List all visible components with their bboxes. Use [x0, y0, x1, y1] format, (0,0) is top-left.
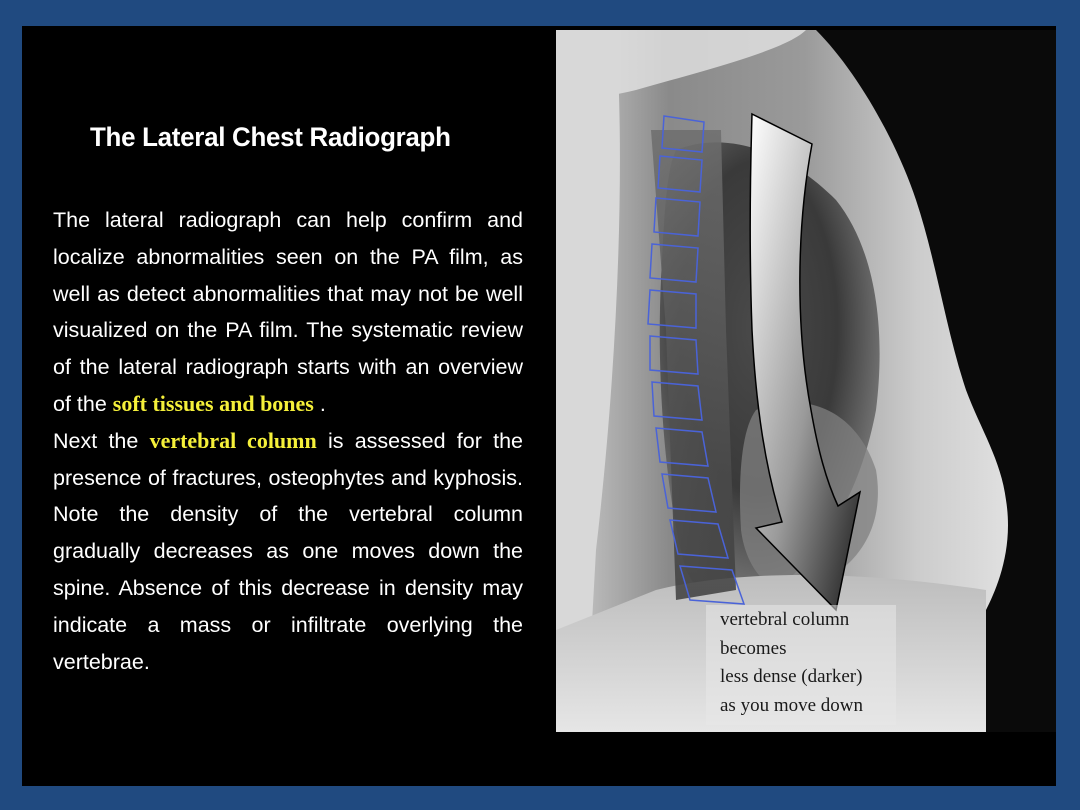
highlight-soft-tissues: soft tissues and bones [112, 390, 314, 416]
xray-caption [720, 606, 910, 720]
body-text [53, 202, 523, 680]
caption-line-4: as you move down [720, 694, 864, 716]
caption-line-2: becomes [720, 637, 787, 659]
slide [22, 26, 1056, 786]
paragraph-vertebral-column [53, 423, 523, 681]
paragraph-2-start: Next the [53, 428, 150, 453]
paragraph-1-end: . [313, 391, 326, 416]
paragraph-2-text: is assessed for the presence of fractures, osteophytes and kyphosis. Note the density of the vertebral column gradually decreases as one moves down the spine. Absence of this decrease in density may indicate a mass or infiltrate overlying the vertebrae. [53, 428, 523, 674]
paragraph-1-text: The lateral radiograph can help confirm and localize abnormalities seen on the PA film, as well as detect abnormalities that may not be well visualized on the PA film. The systematic review of the lateral radiograph starts with an overview of the [53, 208, 523, 416]
caption-line-1: vertebral column [720, 609, 850, 630]
slide-title: The Lateral Chest Radiograph [90, 122, 451, 152]
paragraph-soft-tissues [53, 202, 523, 423]
caption-line-3: less dense (darker) [720, 666, 863, 687]
highlight-vertebral-column: vertebral column [149, 427, 317, 453]
